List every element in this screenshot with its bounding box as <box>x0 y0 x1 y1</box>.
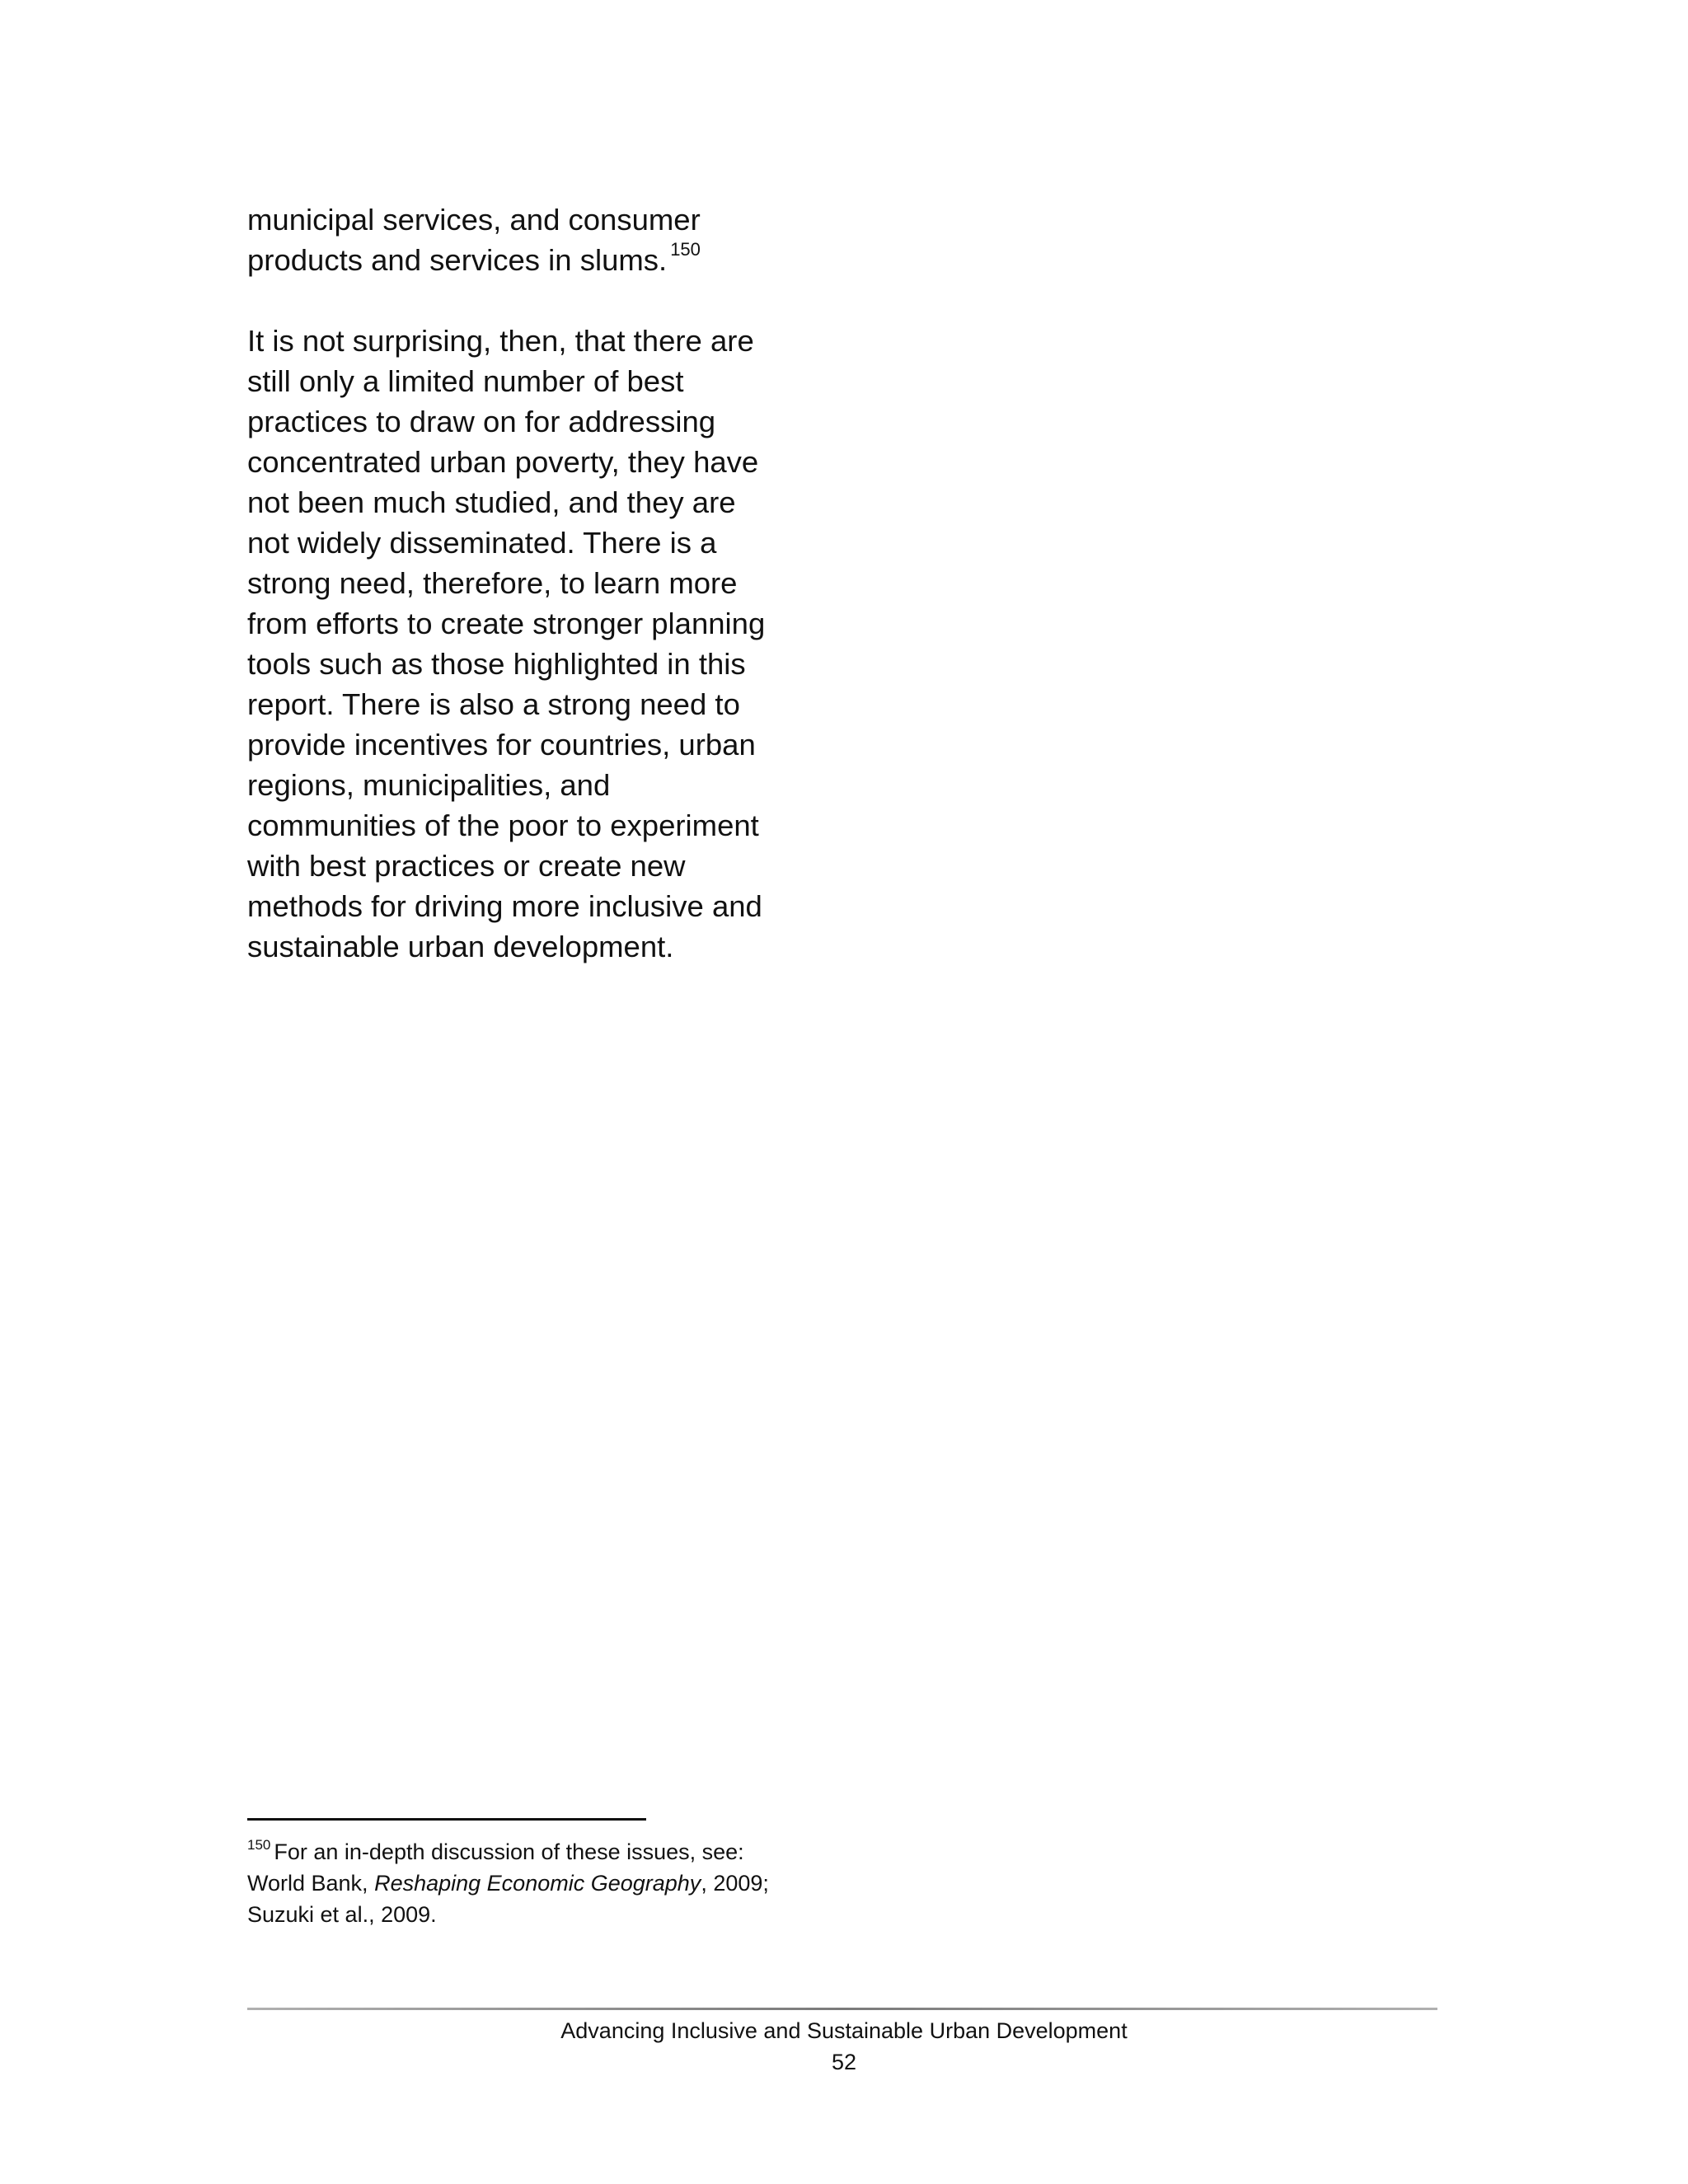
footer-divider <box>247 2008 1437 2010</box>
footnote-italic-title: Reshaping Economic Geography <box>374 1871 701 1896</box>
footnote <box>247 1836 808 1930</box>
paragraph-continuation-text: municipal services, and consumer products and services in slums. <box>247 203 701 277</box>
page-number: 52 <box>831 2050 857 2074</box>
footnote-text-after: , 2009; Suzuki et al., 2009. <box>247 1871 769 1927</box>
footnote-text-before: For an in-depth discussion of these issues, see: World Bank, <box>247 1840 744 1896</box>
footnote-separator <box>247 1818 646 1821</box>
footnote-reference[interactable]: 150 <box>670 239 701 260</box>
paragraph-best-practices: It is not surprising, then, that there are still only a limited number of best practices to draw on for addressing concentrated urban poverty, they have not been much studied, and they are not widely disseminated. There is a strong need, therefore, to learn more from efforts to create stronger planning tools such as those highlighted in this report. There is also a strong need to provide incentives for countries, urban regions, municipalities, and communities of the poor to experiment with best practices or create new methods for driving more inclusive and sustainable urban development. <box>247 324 766 963</box>
body-column <box>247 199 808 967</box>
footer-title: Advancing Inclusive and Sustainable Urban Development <box>560 2018 1128 2043</box>
paragraph-continuation <box>247 199 808 280</box>
footnote-number: 150 <box>247 1837 271 1853</box>
